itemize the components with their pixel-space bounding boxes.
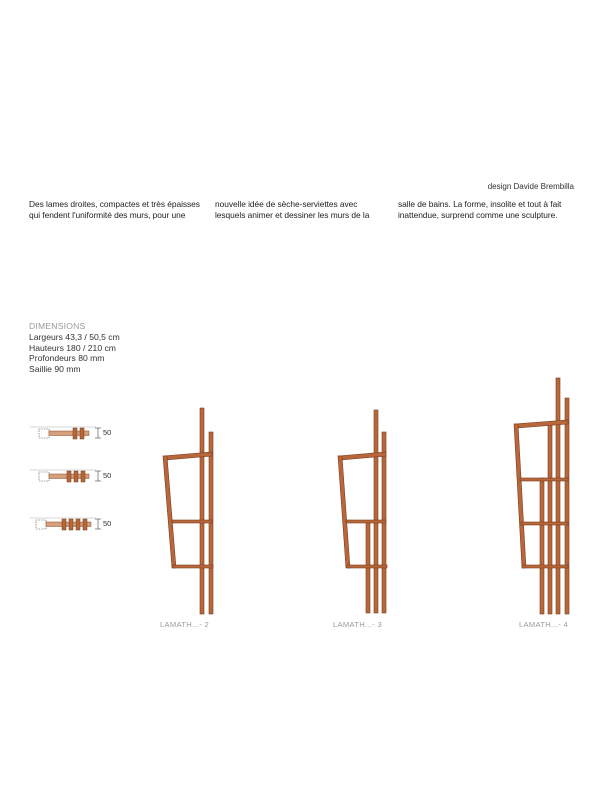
elevation-lamath-4: [514, 378, 569, 614]
dimension-height: Hauteurs 180 / 210 cm: [29, 342, 116, 353]
elevation-lamath-2: [163, 408, 213, 614]
plan-depth-label-3: 50: [103, 471, 112, 480]
intro-line: qui fendent l'uniformité des murs, pour une: [29, 209, 186, 220]
intro-line: Des lames droites, compactes et très épaisses: [29, 199, 200, 209]
model-caption-4: LAMATH...- 4: [519, 620, 569, 629]
intro-line: salle de bains. La forme, insolite et tout à fait: [398, 199, 562, 209]
intro-line: lesquels animer et dessiner les murs de la: [215, 209, 370, 220]
plan-view-4: [30, 518, 101, 530]
dimension-projection: Saillie 90 mm: [29, 363, 81, 374]
dimensions-title: DIMENSIONS: [29, 321, 86, 331]
intro-line: nouvelle idée de sèche-serviettes avec: [215, 199, 358, 209]
plan-depth-label-4: 50: [103, 519, 112, 528]
model-caption-2: LAMATH...- 2: [160, 620, 210, 629]
designer-credit: design Davide Brembilla: [487, 182, 574, 191]
intro-line: inattendue, surprend comme une sculpture.: [398, 209, 558, 220]
dimension-depth: Profondeurs 80 mm: [29, 353, 105, 363]
model-caption-3: LAMATH...- 3: [333, 620, 383, 629]
dimension-width: Largeurs 43,3 / 50,5 cm: [29, 332, 120, 342]
plan-view-2: [30, 427, 101, 439]
plan-view-3: [30, 470, 101, 482]
elevation-lamath-3: [338, 410, 387, 613]
plan-depth-label-2: 50: [103, 428, 112, 437]
